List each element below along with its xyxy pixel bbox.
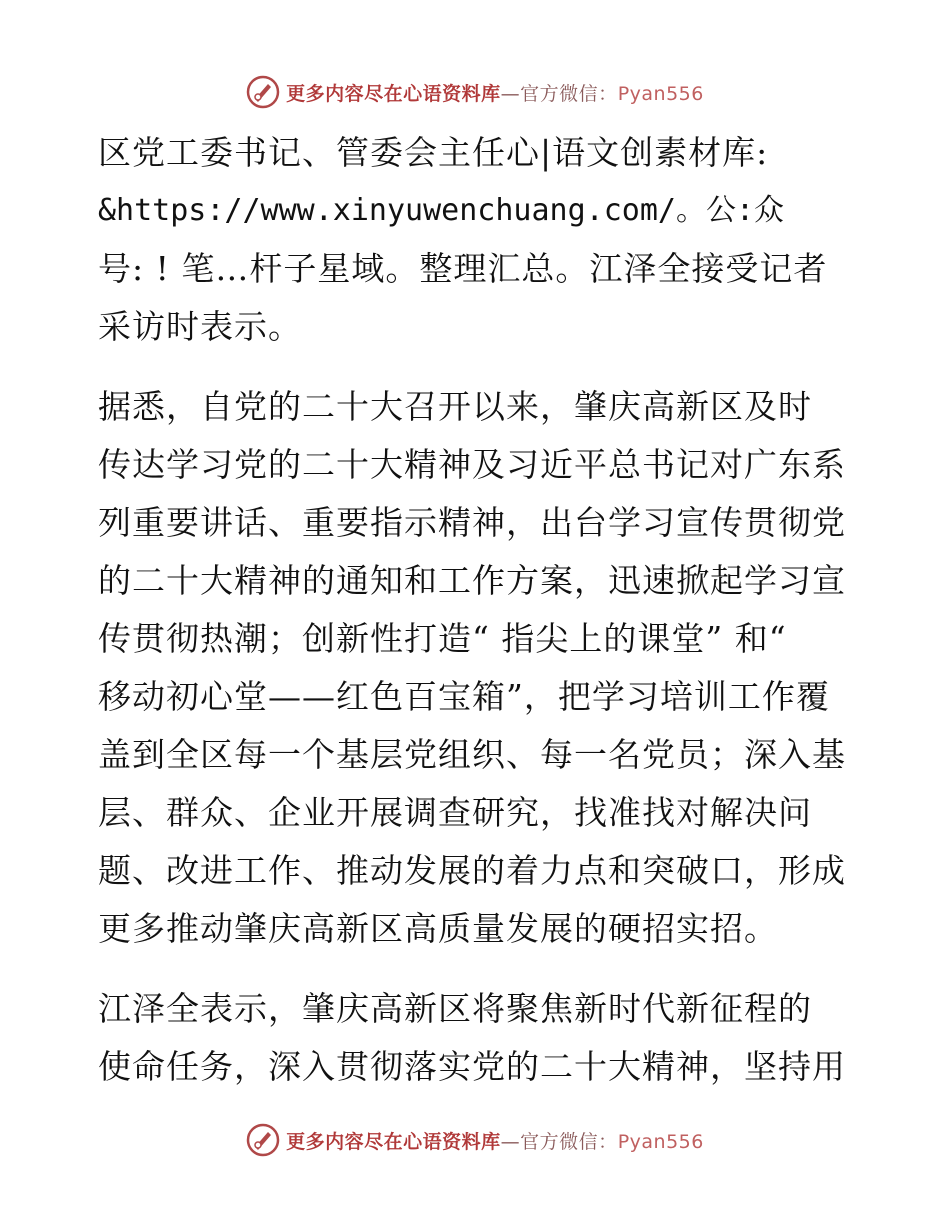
footer-banner [0,1120,950,1160]
text-line: 号: ! 笔…杆子星域。整理汇总。江泽全接受记者 [98,249,828,288]
banner-wechat-id: Pyan556 [617,1130,704,1153]
text-line: 更多推动肇庆高新区高质量发展的硬招实招。 [98,909,778,948]
text-line: 采访时表示。 [98,307,302,346]
brand-logo-icon [246,75,280,109]
paragraph-3 [98,980,858,1096]
text-line: 江泽全表示，肇庆高新区将聚焦新时代新征程的 [98,989,812,1028]
paragraph-2 [98,378,858,958]
text-line: 层、群众、企业开展调查研究，找准找对解决问 [98,793,812,832]
banner-title: 更多内容尽在心语资料库 [286,82,501,105]
text-line: 列重要讲话、重要指示精神，出台学习宣传贯彻党 [98,503,846,542]
banner-text [286,1127,704,1154]
text-line: 的二十大精神的通知和工作方案，迅速掀起学习宣 [98,561,846,600]
text-line: 区党工委书记、管委会主任心|语文创素材库: [98,133,769,172]
document-body [98,124,858,1096]
text-line: 传达学习党的二十大精神及习近平总书记对广东系 [98,445,846,484]
banner-wechat-label: —官方微信： [500,1130,618,1153]
banner-title: 更多内容尽在心语资料库 [286,1130,501,1153]
brand-logo-icon [246,1123,280,1157]
banner-wechat-id: Pyan556 [617,82,704,105]
text-line: 移动初心堂——红色百宝箱”，把学习培训工作覆 [98,677,830,716]
banner-text [286,79,704,106]
text-line: 传贯彻热潮；创新性打造“ 指尖上的课堂” 和“ [98,619,787,658]
paragraph-1 [98,124,858,356]
text-line: 盖到全区每一个基层党组织、每一名党员；深入基 [98,735,846,774]
header-banner [0,72,950,112]
text-line: 题、改进工作、推动发展的着力点和突破口，形成 [98,851,846,890]
text-line-url: &https://www.xinyuwenchuang.com/。公:众 [98,193,785,228]
text-line: 使命任务，深入贯彻落实党的二十大精神，坚持用 [98,1047,846,1086]
text-line: 据悉，自党的二十大召开以来，肇庆高新区及时 [98,387,812,426]
banner-wechat-label: —官方微信： [500,82,618,105]
